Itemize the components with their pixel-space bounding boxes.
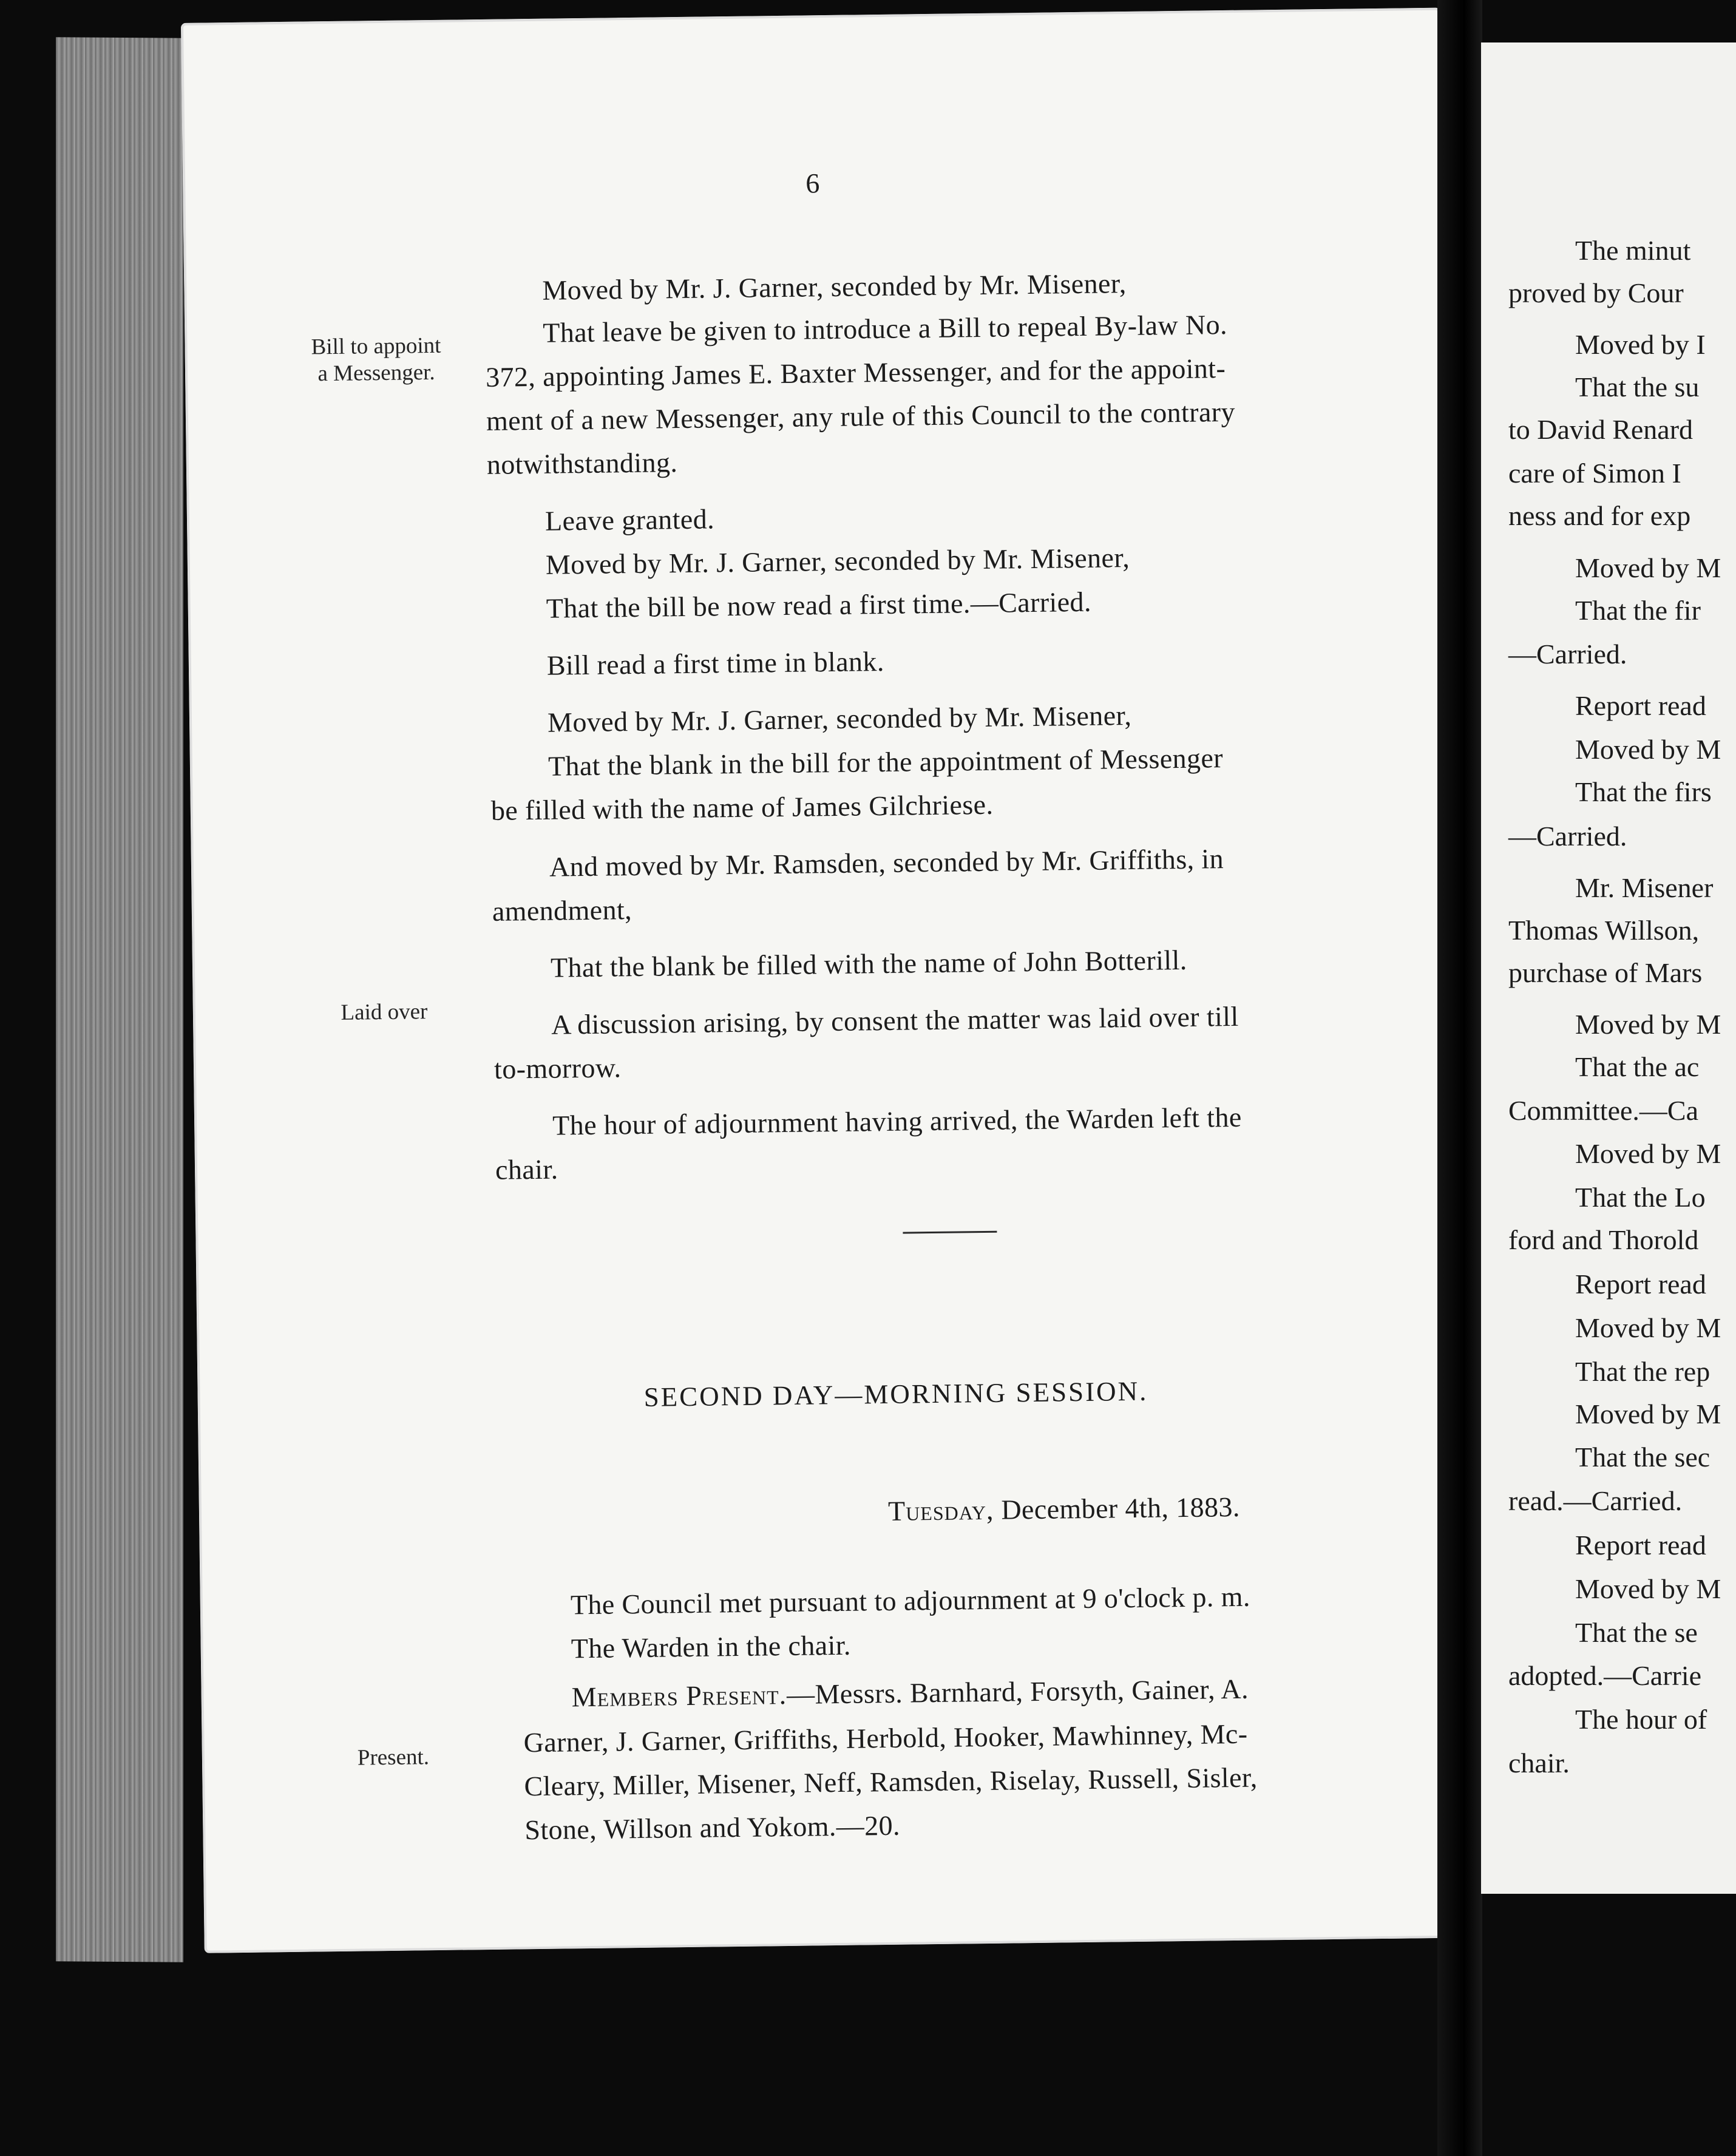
right-lines-line: That the firs <box>1575 776 1712 807</box>
right-lines-line: Moved by M <box>1575 1312 1721 1343</box>
margin-note-bill <box>291 332 461 387</box>
right-lines-line: Report read <box>1575 1269 1706 1300</box>
right-lines-line: That the Lo <box>1575 1182 1706 1213</box>
page-edges <box>56 37 183 1962</box>
margin-note-present: Present. <box>357 1744 430 1771</box>
right-lines-line: to David Renard <box>1508 414 1694 445</box>
page-number: 6 <box>805 168 820 199</box>
right-lines-line: Moved by M <box>1575 734 1721 765</box>
members-present-names: —Messrs. Barnhard, Forsyth, Gainer, A. <box>786 1673 1249 1710</box>
section-heading: SECOND DAY—MORNING SESSION. <box>643 1375 1148 1412</box>
right-lines-line: —Carried. <box>1508 639 1627 670</box>
right-lines-line: Moved by M <box>1575 1398 1721 1429</box>
right-lines-line: The hour of <box>1575 1704 1707 1735</box>
right-lines-line: ness and for exp <box>1508 500 1691 531</box>
right-lines-line: That the rep <box>1575 1356 1711 1387</box>
body-lines-line: Leave granted. <box>544 503 715 537</box>
right-lines-line: Moved by M <box>1575 552 1721 583</box>
right-lines-line: Mr. Misener <box>1575 872 1714 903</box>
right-lines-line: Report read <box>1575 690 1706 721</box>
body-lines-line: chair. <box>495 1153 558 1185</box>
body-lines-line: That the bill be now read a first time.—Carried. <box>546 586 1092 624</box>
right-lines-line: —Carried. <box>1508 821 1627 852</box>
body-lines-line: Moved by Mr. J. Garner, seconded by Mr. Misener, <box>542 268 1127 306</box>
body-lines-line: Bill read a first time in blank. <box>546 645 884 681</box>
members-lines-line: Garner, J. Garner, Griffiths, Herbold, Hooker, Mawhinney, Mc- <box>523 1718 1248 1758</box>
left-page <box>181 8 1464 1953</box>
right-lines-line: That the se <box>1575 1617 1698 1648</box>
body-lines-line: amendment, <box>492 894 632 927</box>
right-lines-line: Thomas Willson, <box>1508 915 1700 946</box>
right-lines-line: chair. <box>1508 1748 1570 1778</box>
body-lines-2-line: The Warden in the chair. <box>571 1629 852 1664</box>
body-lines-line: That the blank in the bill for the appointment of Messenger <box>548 742 1224 782</box>
right-lines-line: The minut <box>1575 235 1691 266</box>
right-lines-line: purchase of Mars <box>1508 957 1703 988</box>
right-page <box>1481 42 1736 1894</box>
members-present-first-line <box>571 1672 1249 1715</box>
right-lines-line: proved by Cour <box>1508 277 1684 308</box>
body-lines-line: be filled with the name of James Gilchriese. <box>490 788 994 826</box>
right-lines-line: Report read <box>1575 1530 1706 1561</box>
body-lines-2-line: The Council met pursuant to adjournment at 9 o'clock p. m. <box>570 1581 1251 1621</box>
session-date-day: Tuesday, <box>887 1494 994 1527</box>
body-lines-line: And moved by Mr. Ramsden, seconded by Mr. Griffiths, in <box>549 843 1224 883</box>
book-gutter <box>1437 0 1482 2156</box>
right-lines-line: That the fir <box>1575 595 1701 626</box>
body-lines-line: A discussion arising, by consent the matter was laid over till <box>551 1000 1239 1040</box>
right-lines-line: Moved by M <box>1575 1138 1721 1169</box>
margin-note-laid-over: Laid over <box>341 999 428 1025</box>
body-lines-line: Moved by Mr. J. Garner, seconded by Mr. Misener, <box>545 541 1130 580</box>
margin-note-bill-line-1: Bill to appoint <box>311 333 441 360</box>
margin-note-bill-line-2: a Messenger. <box>317 359 435 387</box>
right-lines-line: That the su <box>1575 371 1700 402</box>
session-date-rest: December 4th, 1883. <box>994 1491 1241 1525</box>
right-lines-line: Moved by M <box>1575 1009 1721 1040</box>
right-lines-line: read.—Carried. <box>1508 1485 1683 1516</box>
body-lines-line: That leave be given to introduce a Bill to repeal By-law No. <box>542 308 1228 348</box>
session-date <box>888 1490 1240 1528</box>
body-lines-line: That the blank be filled with the name of John Botterill. <box>550 944 1187 983</box>
right-lines-line: ford and Thorold <box>1508 1224 1699 1255</box>
body-lines-line: ment of a new Messenger, any rule of this Council to the contrary <box>486 396 1236 436</box>
body-lines-line: The hour of adjournment having arrived, the Warden left the <box>552 1101 1242 1141</box>
body-lines-line: to-morrow. <box>493 1052 622 1085</box>
body-lines-line: notwithstanding. <box>486 447 678 480</box>
right-lines-line: Moved by I <box>1575 329 1706 360</box>
body-lines-line: Moved by Mr. J. Garner, seconded by Mr. Misener, <box>547 699 1132 738</box>
section-divider <box>903 1231 997 1234</box>
right-lines-line: care of Simon I <box>1508 458 1681 489</box>
body-lines-line: 372, appointing James E. Baxter Messenger, and for the appoint- <box>485 353 1226 393</box>
right-lines-line: Committee.—Ca <box>1508 1095 1699 1126</box>
right-lines-line: That the sec <box>1575 1442 1711 1473</box>
members-lines-line: Stone, Willson and Yokom.—20. <box>524 1809 901 1846</box>
right-lines-line: That the ac <box>1575 1051 1700 1082</box>
right-lines-line: Moved by M <box>1575 1573 1721 1604</box>
members-lines-line: Cleary, Miller, Misener, Neff, Ramsden, Riselay, Russell, Sisler, <box>524 1761 1258 1802</box>
right-lines-line: adopted.—Carrie <box>1508 1660 1702 1691</box>
members-present-label: Members Present. <box>571 1679 787 1713</box>
